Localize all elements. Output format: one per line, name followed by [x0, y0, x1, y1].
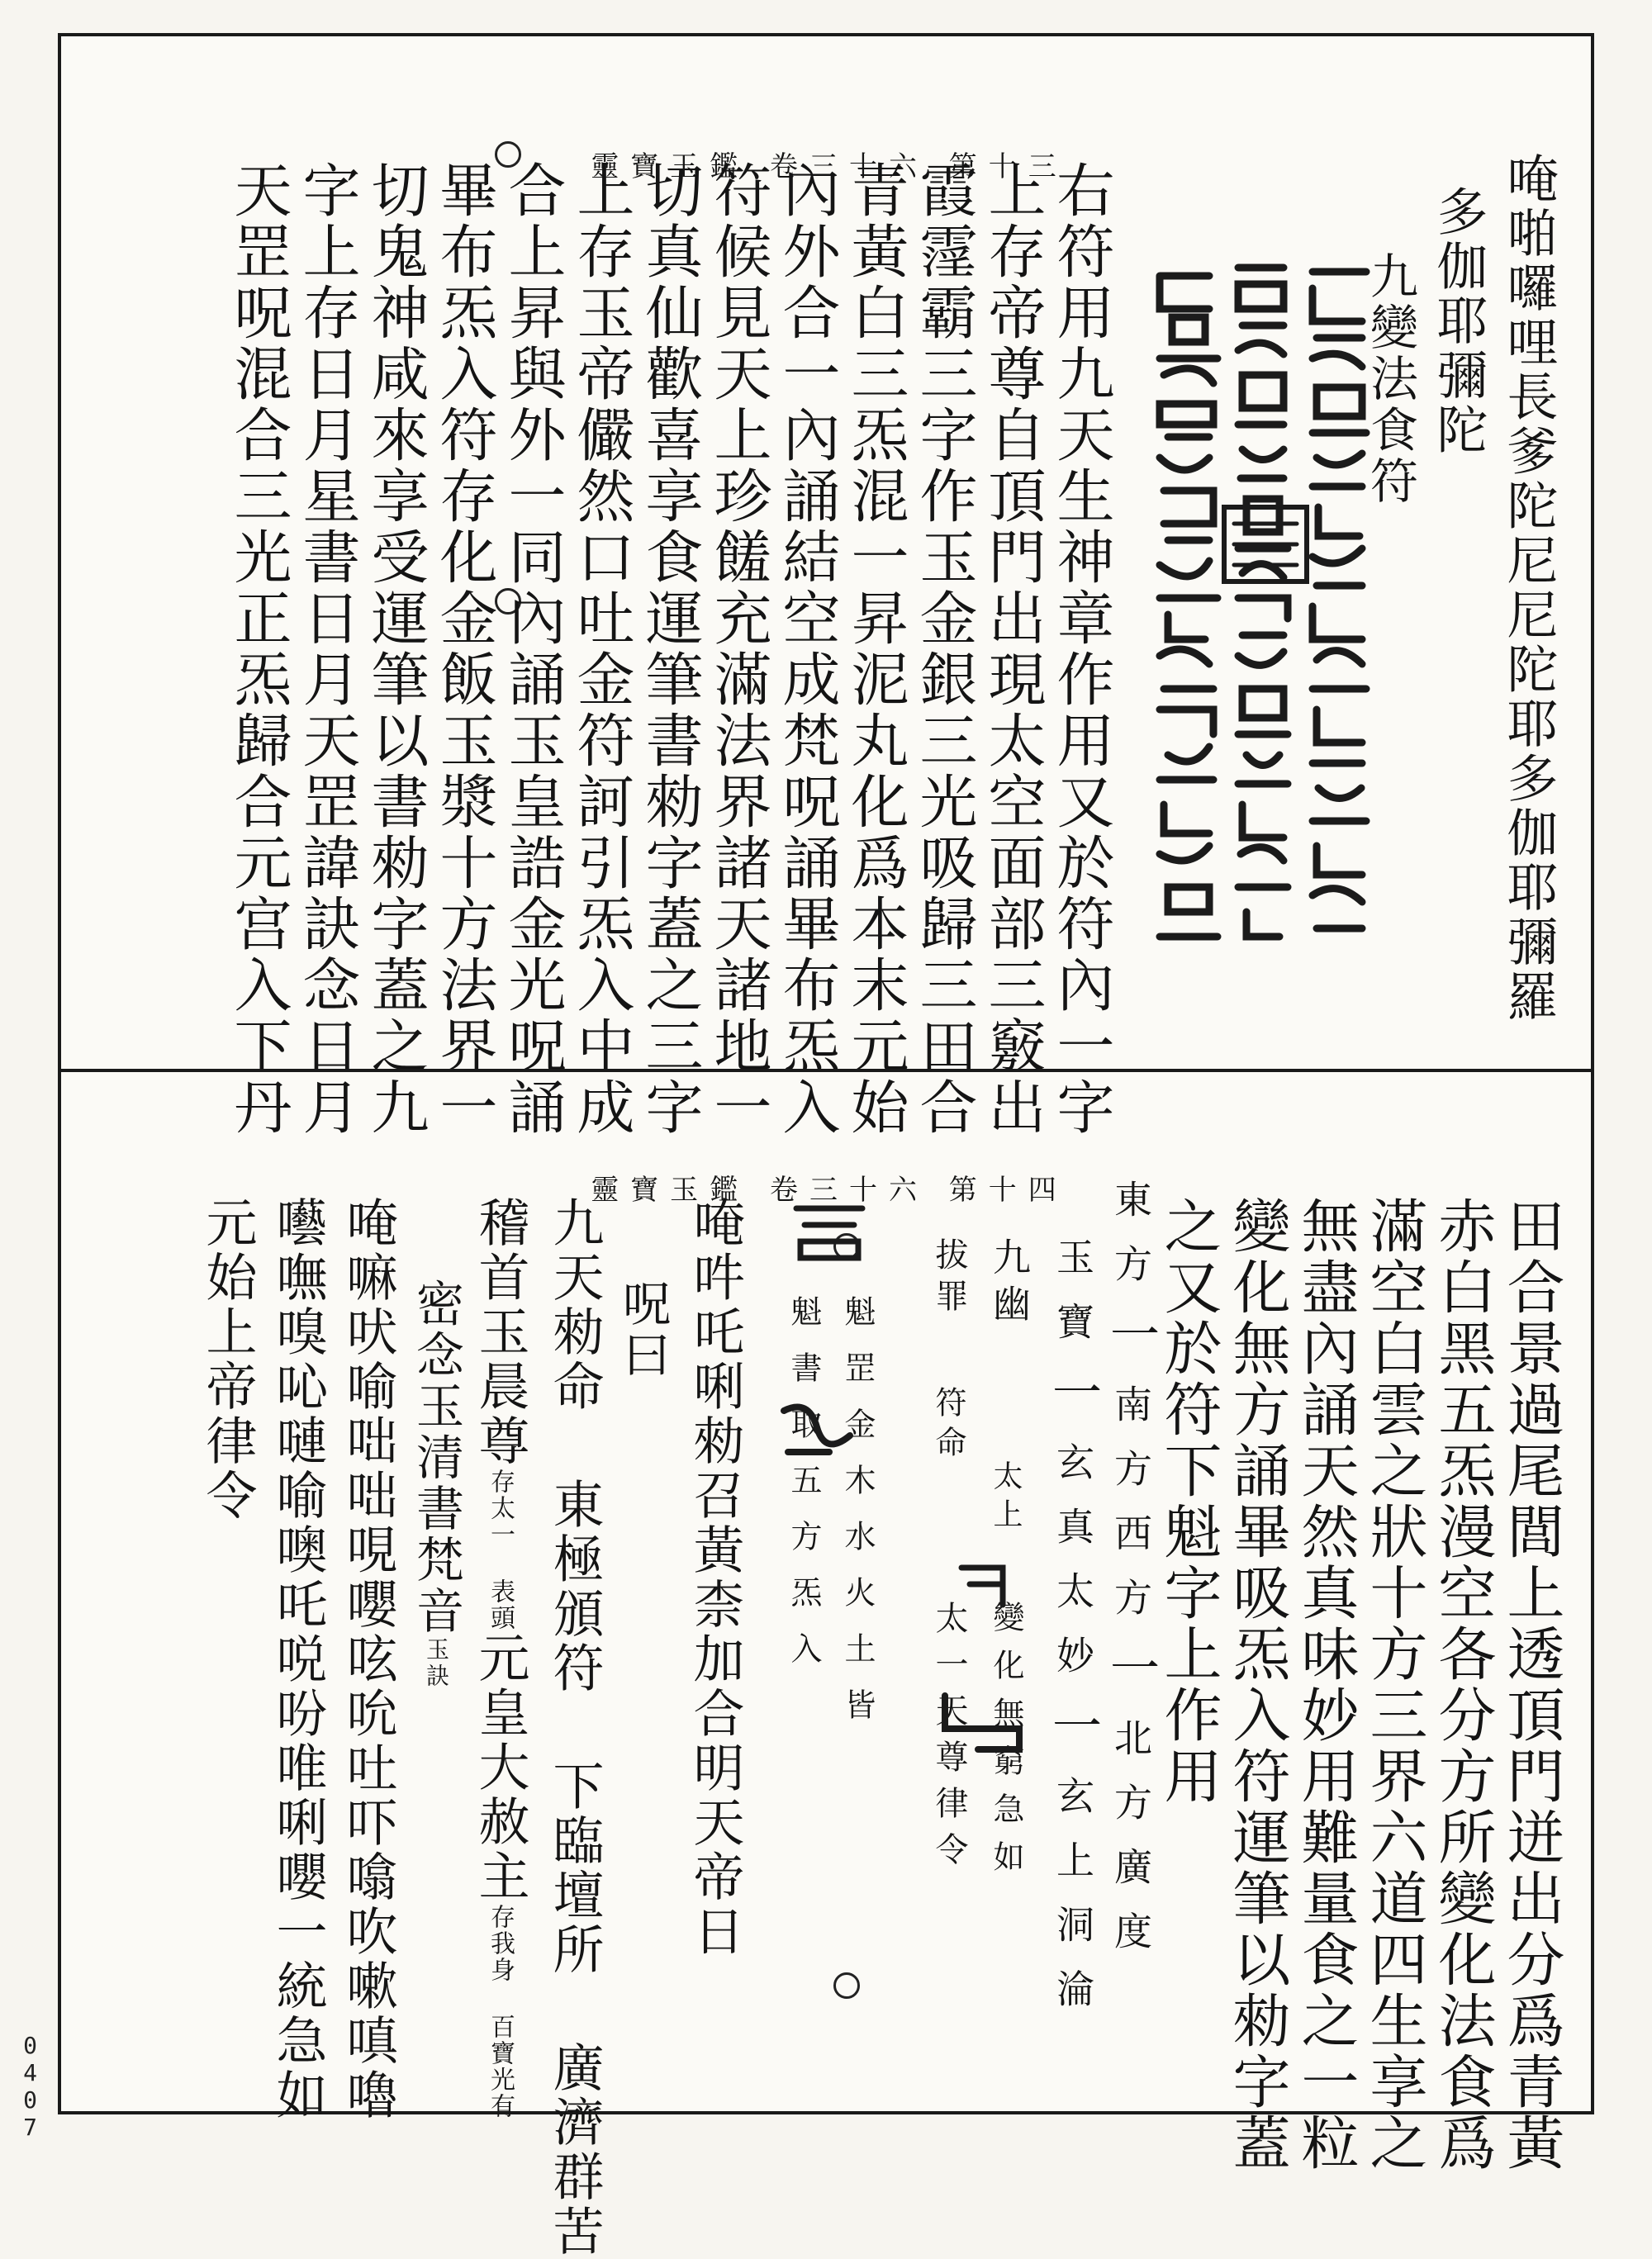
- directions-row-3-head: 九幽: [987, 1237, 1032, 1330]
- body-line: 上存玉帝儼然口吐金符訶引炁入中成: [567, 160, 635, 1138]
- final-mantra-2: 囈嘸嗅吣嗹喻噢吒哾吩唯唎嚶一統急如: [268, 1196, 328, 2123]
- direction-north: 北方: [1108, 1718, 1153, 1847]
- seal-glyph: [953, 1551, 1028, 1617]
- binding-hole: [833, 1972, 860, 1999]
- body-line: 右符用九天生神章作用又於符內一字: [1047, 160, 1115, 1138]
- body-line: 上存帝尊自頂門出現太空面部三竅出: [979, 160, 1047, 1138]
- bow-line: 稽首玉晨尊存太一 表頭元皇大赦主存我身 百寶光有: [470, 1196, 530, 2121]
- body-line: 變化無方誦畢吸炁入符運筆以勑字蓋: [1223, 1196, 1291, 2174]
- seal-glyph: [937, 1683, 1028, 1758]
- page-number: 0407: [17, 2032, 44, 2141]
- seal-glyph: [771, 1394, 862, 1477]
- running-head-top: 靈寶玉鑑 卷三十六 第十三: [591, 150, 1068, 183]
- mantra-line-1: 唵啪囉哩長爹陀尼尼陀耶多伽耶彌羅: [1498, 152, 1559, 1024]
- final-line: 元始上帝律令: [197, 1196, 258, 1523]
- body-line: 畢布炁入符存化金飯玉漿十方法界一: [430, 160, 498, 1138]
- body-line: 字上存日月星書日月天罡諱訣念日月: [293, 160, 361, 1138]
- body-line: 無盡內誦天然真味妙用難量食之一粒: [1292, 1196, 1360, 2174]
- directions-row-1: 東方一南方西方一北方廣度: [1102, 1179, 1160, 1976]
- direction-west: 西方: [1108, 1513, 1153, 1642]
- body-line: 赤白黑五炁漫空各分方所變化法食爲: [1429, 1196, 1497, 2174]
- body-line: 霞霪霸三字作玉金銀三光吸歸三田合: [910, 160, 978, 1138]
- body-line: 之又於符下魁字上作用: [1155, 1196, 1222, 1807]
- body-line: 天罡呪混合三光正炁歸合元宫入下丹: [225, 160, 292, 1138]
- seal-glyph: [788, 1196, 879, 1270]
- running-head-bottom: 靈寶玉鑑 卷三十六 第十四: [591, 1174, 1068, 1207]
- body-line: 符候見天上珍饈充滿法界諸天諸地一: [705, 160, 772, 1138]
- directions-row-4-a: 拔罪: [930, 1237, 968, 1320]
- directions-row-4-c: 太一天尊律令: [930, 1601, 968, 1878]
- directions-row-4-b: 符命: [930, 1386, 966, 1465]
- decree-line: 九天勑命 東極頒符 下臨壇所 廣濟群苦: [544, 1196, 605, 2259]
- kui-line-1: 魁罡金木水火土皆: [839, 1295, 876, 1744]
- top-page: [61, 36, 1591, 1138]
- body-line: 內外合一內誦結空成梵呪誦畢布炁入: [773, 160, 841, 1138]
- directions-row-3-small-a: 太上: [989, 1460, 1023, 1536]
- body-line: 切鬼神咸來享受運筆以書勑字蓋之九: [362, 160, 430, 1138]
- directions-row-2: 玉寶一玄真太妙一玄上洞淪: [1044, 1237, 1102, 2034]
- secret-line: 密念玉清書梵音玉訣: [408, 1279, 464, 1690]
- page-frame: [58, 33, 1594, 2259]
- body-line: 青黃白三炁混一昇泥丸化爲本末元始: [842, 160, 909, 1138]
- body-line: 合上昇與外一同內誦玉皇誥金光呪誦: [499, 160, 567, 1138]
- mantra-line-2: 多伽耶彌陀: [1428, 185, 1488, 458]
- talisman-title: 九變法食符: [1362, 251, 1418, 507]
- directions-row-3-small-b: 變化無窮急如: [988, 1601, 1024, 1888]
- final-mantra-1: 唵嘛吠喻咄咄哯嚶呟吮吐吓噏吹嗽嗔嚕: [338, 1196, 398, 2123]
- bottom-page: [61, 1072, 1591, 2259]
- direction-east: 東方: [1108, 1179, 1153, 1308]
- direction-south: 南方: [1108, 1384, 1153, 1513]
- direction-tail: 廣度: [1108, 1847, 1153, 1976]
- spell-label: 呪曰: [615, 1279, 671, 1381]
- talisman-image: [1143, 259, 1383, 970]
- mantra-a: 唵吽吒唎勑召黃柰加合明天帝日: [685, 1196, 745, 1959]
- kui-line-2: 魁書取五方炁入: [786, 1295, 822, 1688]
- body-line: 田合景過尾閭上透頂門迸出分爲青黃: [1498, 1196, 1565, 2174]
- body-line: 滿空白雲之狀十方三界六道四生享之: [1360, 1196, 1428, 2174]
- body-line: 切真仙歡喜享食運筆書勑字蓋之三字: [636, 160, 704, 1138]
